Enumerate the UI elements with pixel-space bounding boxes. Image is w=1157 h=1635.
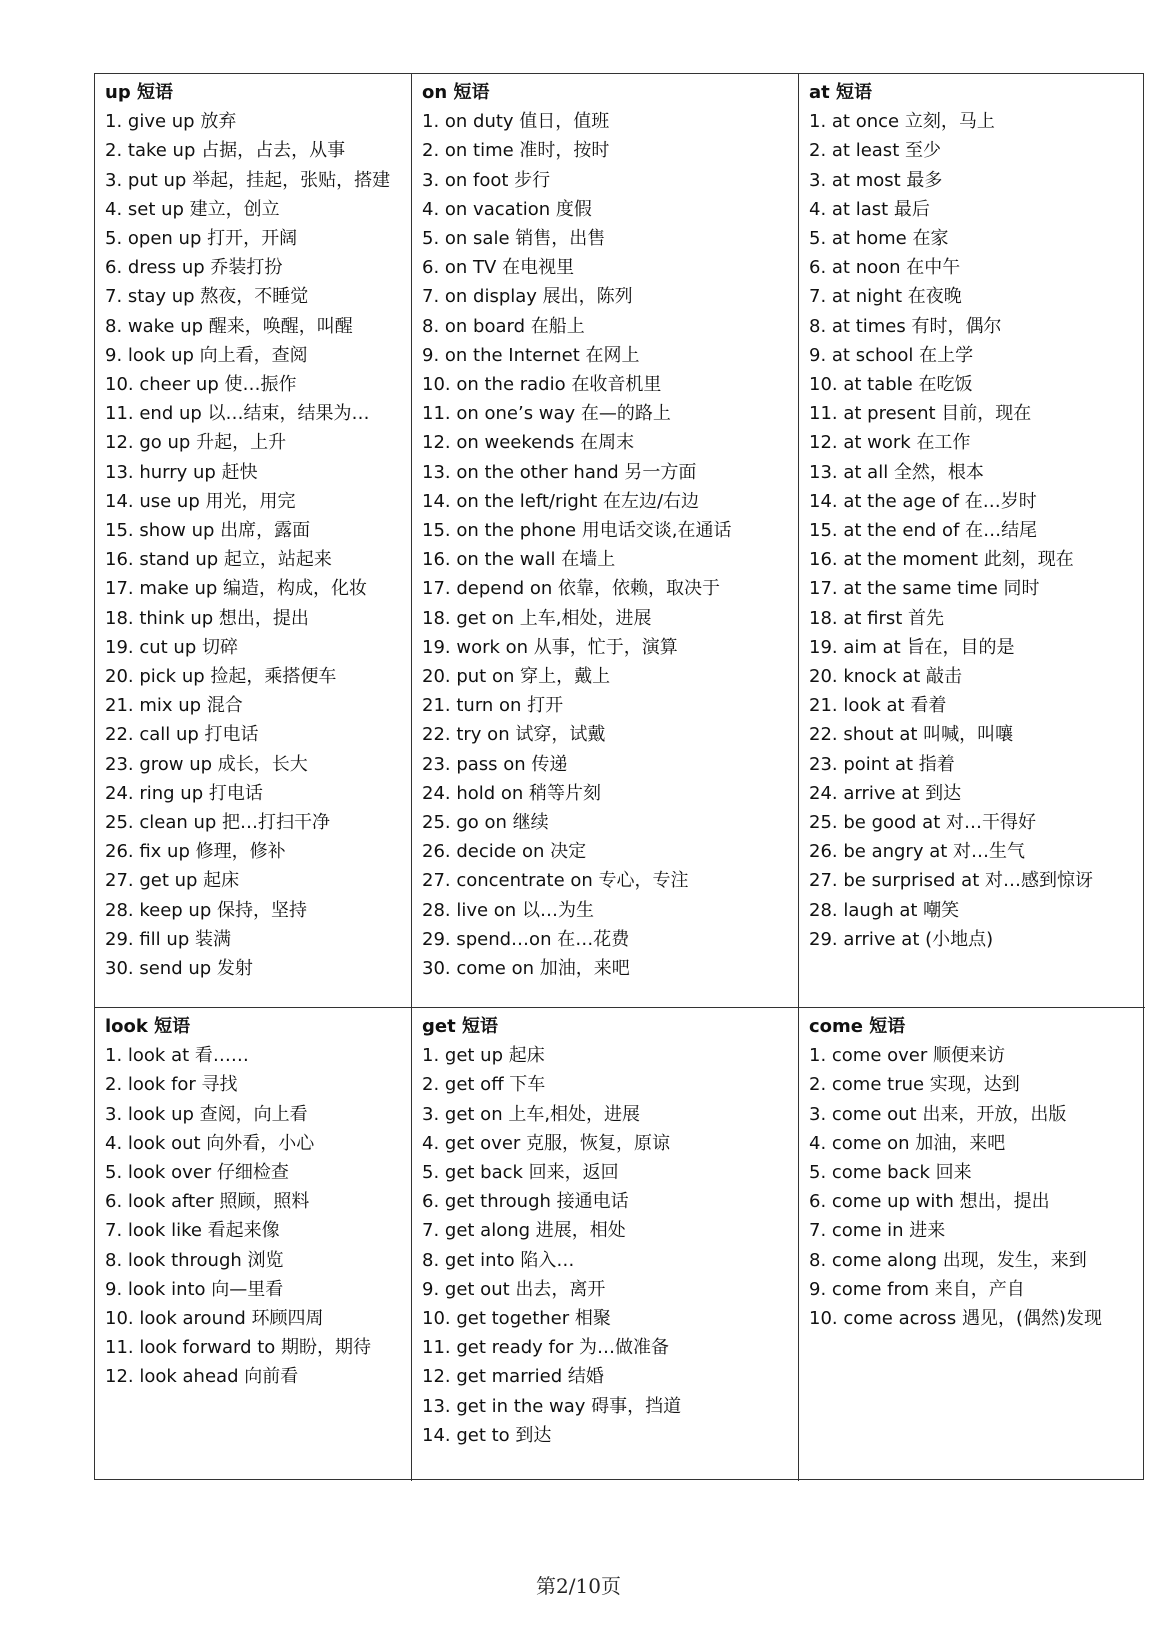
phrase-item: 23. pass on 传递 bbox=[422, 753, 568, 775]
phrase-item: 8. at times 有时，偶尔 bbox=[809, 315, 1002, 337]
phrase-item: 1. give up 放弃 bbox=[105, 111, 237, 133]
phrase-item: 10. cheer up 使…振作 bbox=[105, 374, 297, 396]
phrase-item: 1. look at 看…… bbox=[105, 1045, 249, 1067]
phrase-item: 27. concentrate on 专心，专注 bbox=[422, 870, 689, 892]
phrase-item: 29. fill up 装满 bbox=[105, 928, 231, 950]
phrase-item: 28. laugh at 嘲笑 bbox=[809, 899, 960, 921]
phrase-item: 11. look forward to 期盼，期待 bbox=[105, 1337, 372, 1359]
phrase-item: 5. come back 回来 bbox=[809, 1162, 972, 1184]
phrase-item: 3. come out 出来，开放，出版 bbox=[809, 1103, 1067, 1125]
phrase-item: 29. arrive at (小地点) bbox=[809, 928, 994, 950]
page-number: 第2/10页 bbox=[536, 1574, 621, 1598]
phrase-item: 17. depend on 依靠，依赖，取决于 bbox=[422, 578, 721, 600]
phrase-item: 10. come across 遇见，(偶然)发现 bbox=[809, 1308, 1103, 1330]
phrase-item: 26. decide on 决定 bbox=[422, 841, 587, 863]
phrase-list bbox=[809, 107, 1145, 954]
phrase-item: 3. get on 上车,相处，进展 bbox=[422, 1103, 641, 1125]
phrase-item: 3. on foot 步行 bbox=[422, 169, 551, 191]
phrase-item: 8. on board 在船上 bbox=[422, 315, 585, 337]
phrase-item: 5. open up 打开，开阔 bbox=[105, 228, 298, 250]
phrase-item: 28. live on 以…为生 bbox=[422, 899, 594, 921]
phrase-item: 11. get ready for 为…做准备 bbox=[422, 1337, 670, 1359]
section-get-phrases bbox=[412, 1008, 799, 1481]
phrase-item: 26. fix up 修理，修补 bbox=[105, 841, 286, 863]
phrase-item: 22. call up 打电话 bbox=[105, 724, 259, 746]
phrase-item: 23. point at 指着 bbox=[809, 753, 955, 775]
phrase-item: 30. come on 加油，来吧 bbox=[422, 958, 630, 980]
phrase-item: 15. on the phone 用电话交谈,在通话 bbox=[422, 520, 732, 542]
phrase-item: 16. on the wall 在墙上 bbox=[422, 549, 616, 571]
phrase-item: 20. pick up 捡起，乘搭便车 bbox=[105, 666, 337, 688]
phrase-item: 6. at noon 在中午 bbox=[809, 257, 961, 279]
phrase-item: 10. at table 在吃饭 bbox=[809, 374, 973, 396]
phrase-item: 15. show up 出席，露面 bbox=[105, 520, 311, 542]
phrase-item: 21. turn on 打开 bbox=[422, 695, 564, 717]
phrase-item: 2. get off 下车 bbox=[422, 1074, 546, 1096]
phrase-item: 6. dress up 乔装打扮 bbox=[105, 257, 283, 279]
phrase-item: 27. get up 起床 bbox=[105, 870, 240, 892]
phrase-item: 4. look out 向外看，小心 bbox=[105, 1132, 315, 1154]
section-look-phrases bbox=[95, 1008, 412, 1481]
phrase-item: 10. on the radio 在收音机里 bbox=[422, 374, 662, 396]
phrase-item: 21. look at 看着 bbox=[809, 695, 947, 717]
phrase-item: 22. try on 试穿，试戴 bbox=[422, 724, 606, 746]
phrase-item: 9. look up 向上看，查阅 bbox=[105, 344, 308, 366]
phrase-item: 13. get in the way 碍事，挡道 bbox=[422, 1395, 682, 1417]
phrase-item: 13. on the other hand 另一方面 bbox=[422, 461, 697, 483]
phrase-item: 24. hold on 稍等片刻 bbox=[422, 782, 602, 804]
section-heading: at 短语 bbox=[809, 82, 873, 103]
phrase-item: 12. look ahead 向前看 bbox=[105, 1366, 299, 1388]
phrase-item: 5. on sale 销售，出售 bbox=[422, 228, 606, 250]
phrase-item: 23. grow up 成长，长大 bbox=[105, 753, 308, 775]
phrase-item: 12. at work 在工作 bbox=[809, 432, 971, 454]
phrase-item: 8. come along 出现，发生，来到 bbox=[809, 1249, 1087, 1271]
phrase-item: 4. come on 加油，来吧 bbox=[809, 1132, 1006, 1154]
phrase-item: 10. look around 环顾四周 bbox=[105, 1308, 324, 1330]
phrase-item: 14. on the left/right 在左边/右边 bbox=[422, 490, 700, 512]
phrase-item: 6. come up with 想出，提出 bbox=[809, 1191, 1050, 1213]
section-heading: come 短语 bbox=[809, 1016, 906, 1037]
phrase-item: 13. at all 全然，根本 bbox=[809, 461, 984, 483]
phrase-item: 19. aim at 旨在，目的是 bbox=[809, 636, 1015, 658]
phrase-item: 11. at present 目前，现在 bbox=[809, 403, 1032, 425]
phrase-item: 3. put up 举起，挂起，张贴，搭建 bbox=[105, 169, 391, 191]
phrase-item: 19. work on 从事，忙于，演算 bbox=[422, 636, 678, 658]
phrase-item: 1. come over 顺便来访 bbox=[809, 1045, 1005, 1067]
phrase-item: 25. clean up 把…打扫干净 bbox=[105, 812, 331, 834]
phrase-list bbox=[105, 107, 411, 983]
section-heading: get 短语 bbox=[422, 1016, 498, 1037]
phrase-item: 18. get on 上车,相处，进展 bbox=[422, 607, 652, 629]
phrase-item: 26. be angry at 对…生气 bbox=[809, 841, 1026, 863]
phrase-item: 12. go up 升起，上升 bbox=[105, 432, 287, 454]
phrase-item: 14. get to 到达 bbox=[422, 1424, 552, 1446]
phrase-list bbox=[422, 107, 798, 983]
phrase-item: 14. at the age of 在…岁时 bbox=[809, 490, 1037, 512]
phrase-item: 6. get through 接通电话 bbox=[422, 1191, 629, 1213]
phrase-item: 9. come from 来自，产自 bbox=[809, 1278, 1025, 1300]
phrase-item: 18. think up 想出，提出 bbox=[105, 607, 309, 629]
phrase-item: 7. look like 看起来像 bbox=[105, 1220, 280, 1242]
phrase-item: 17. make up 编造，构成，化妆 bbox=[105, 578, 368, 600]
phrase-item: 11. on one’s way 在—的路上 bbox=[422, 403, 671, 425]
phrase-item: 12. get married 结婚 bbox=[422, 1366, 604, 1388]
phrase-item: 25. go on 继续 bbox=[422, 812, 549, 834]
section-heading: look 短语 bbox=[105, 1016, 191, 1037]
phrase-item: 5. get back 回来，返回 bbox=[422, 1162, 619, 1184]
phrase-item: 18. at first 首先 bbox=[809, 607, 945, 629]
section-at-phrases bbox=[799, 74, 1145, 1008]
phrase-item: 19. cut up 切碎 bbox=[105, 636, 238, 658]
section-heading: on 短语 bbox=[422, 82, 490, 103]
phrase-item: 28. keep up 保持，坚持 bbox=[105, 899, 307, 921]
phrase-item: 1. at once 立刻，马上 bbox=[809, 111, 995, 133]
phrase-item: 9. at school 在上学 bbox=[809, 344, 974, 366]
phrase-item: 29. spend…on 在…花费 bbox=[422, 928, 630, 950]
phrase-item: 8. look through 浏览 bbox=[105, 1249, 284, 1271]
phrase-item: 16. at the moment 此刻，现在 bbox=[809, 549, 1074, 571]
phrase-item: 22. shout at 叫喊，叫嚷 bbox=[809, 724, 1014, 746]
phrase-item: 12. on weekends 在周末 bbox=[422, 432, 635, 454]
phrase-table bbox=[94, 73, 1144, 1480]
phrase-item: 1. on duty 值日，值班 bbox=[422, 111, 610, 133]
phrase-item: 20. knock at 敲击 bbox=[809, 666, 963, 688]
phrase-item: 25. be good at 对…干得好 bbox=[809, 812, 1036, 834]
phrase-item: 13. hurry up 赶快 bbox=[105, 461, 258, 483]
phrase-item: 24. arrive at 到达 bbox=[809, 782, 962, 804]
phrase-item: 8. get into 陷入… bbox=[422, 1249, 575, 1271]
phrase-item: 6. look after 照顾，照料 bbox=[105, 1191, 310, 1213]
phrase-list bbox=[809, 1041, 1145, 1333]
phrase-list bbox=[105, 1041, 411, 1391]
phrase-item: 9. get out 出去，离开 bbox=[422, 1278, 606, 1300]
phrase-item: 9. on the Internet 在网上 bbox=[422, 344, 640, 366]
section-come-phrases bbox=[799, 1008, 1145, 1481]
phrase-item: 4. get over 克服，恢复，原谅 bbox=[422, 1132, 671, 1154]
phrase-item: 2. come true 实现，达到 bbox=[809, 1074, 1020, 1096]
phrase-item: 7. come in 进来 bbox=[809, 1220, 946, 1242]
phrase-item: 4. set up 建立，创立 bbox=[105, 198, 280, 220]
phrase-item: 8. wake up 醒来，唤醒，叫醒 bbox=[105, 315, 353, 337]
phrase-item: 17. at the same time 同时 bbox=[809, 578, 1040, 600]
phrase-item: 1. get up 起床 bbox=[422, 1045, 545, 1067]
phrase-item: 2. at least 至少 bbox=[809, 140, 941, 162]
phrase-item: 24. ring up 打电话 bbox=[105, 782, 263, 804]
phrase-item: 11. end up 以…结束，结果为… bbox=[105, 403, 370, 425]
phrase-item: 7. get along 进展，相处 bbox=[422, 1220, 626, 1242]
phrase-item: 2. look for 寻找 bbox=[105, 1074, 238, 1096]
phrase-item: 27. be surprised at 对…感到惊讶 bbox=[809, 870, 1093, 892]
phrase-item: 3. look up 查阅，向上看 bbox=[105, 1103, 308, 1125]
section-up-phrases bbox=[95, 74, 412, 1008]
phrase-item: 10. get together 相聚 bbox=[422, 1308, 611, 1330]
phrase-list bbox=[422, 1041, 798, 1450]
phrase-item: 3. at most 最多 bbox=[809, 169, 943, 191]
phrase-item: 7. at night 在夜晚 bbox=[809, 286, 962, 308]
phrase-item: 20. put on 穿上，戴上 bbox=[422, 666, 611, 688]
phrase-item: 7. on display 展出，陈列 bbox=[422, 286, 633, 308]
phrase-item: 6. on TV 在电视里 bbox=[422, 257, 575, 279]
phrase-item: 4. on vacation 度假 bbox=[422, 198, 592, 220]
phrase-item: 4. at last 最后 bbox=[809, 198, 930, 220]
phrase-item: 2. on time 准时，按时 bbox=[422, 140, 610, 162]
phrase-item: 16. stand up 起立，站起来 bbox=[105, 549, 332, 571]
phrase-item: 2. take up 占据，占去，从事 bbox=[105, 140, 346, 162]
phrase-item: 5. look over 仔细检查 bbox=[105, 1162, 289, 1184]
phrase-item: 9. look into 向—里看 bbox=[105, 1278, 284, 1300]
phrase-item: 7. stay up 熬夜，不睡觉 bbox=[105, 286, 309, 308]
section-on-phrases bbox=[412, 74, 799, 1008]
phrase-item: 21. mix up 混合 bbox=[105, 695, 243, 717]
phrase-item: 14. use up 用光，用完 bbox=[105, 490, 296, 512]
phrase-item: 5. at home 在家 bbox=[809, 228, 949, 250]
phrase-item: 30. send up 发射 bbox=[105, 958, 253, 980]
phrase-item: 15. at the end of 在…结尾 bbox=[809, 520, 1038, 542]
section-heading: up 短语 bbox=[105, 82, 173, 103]
